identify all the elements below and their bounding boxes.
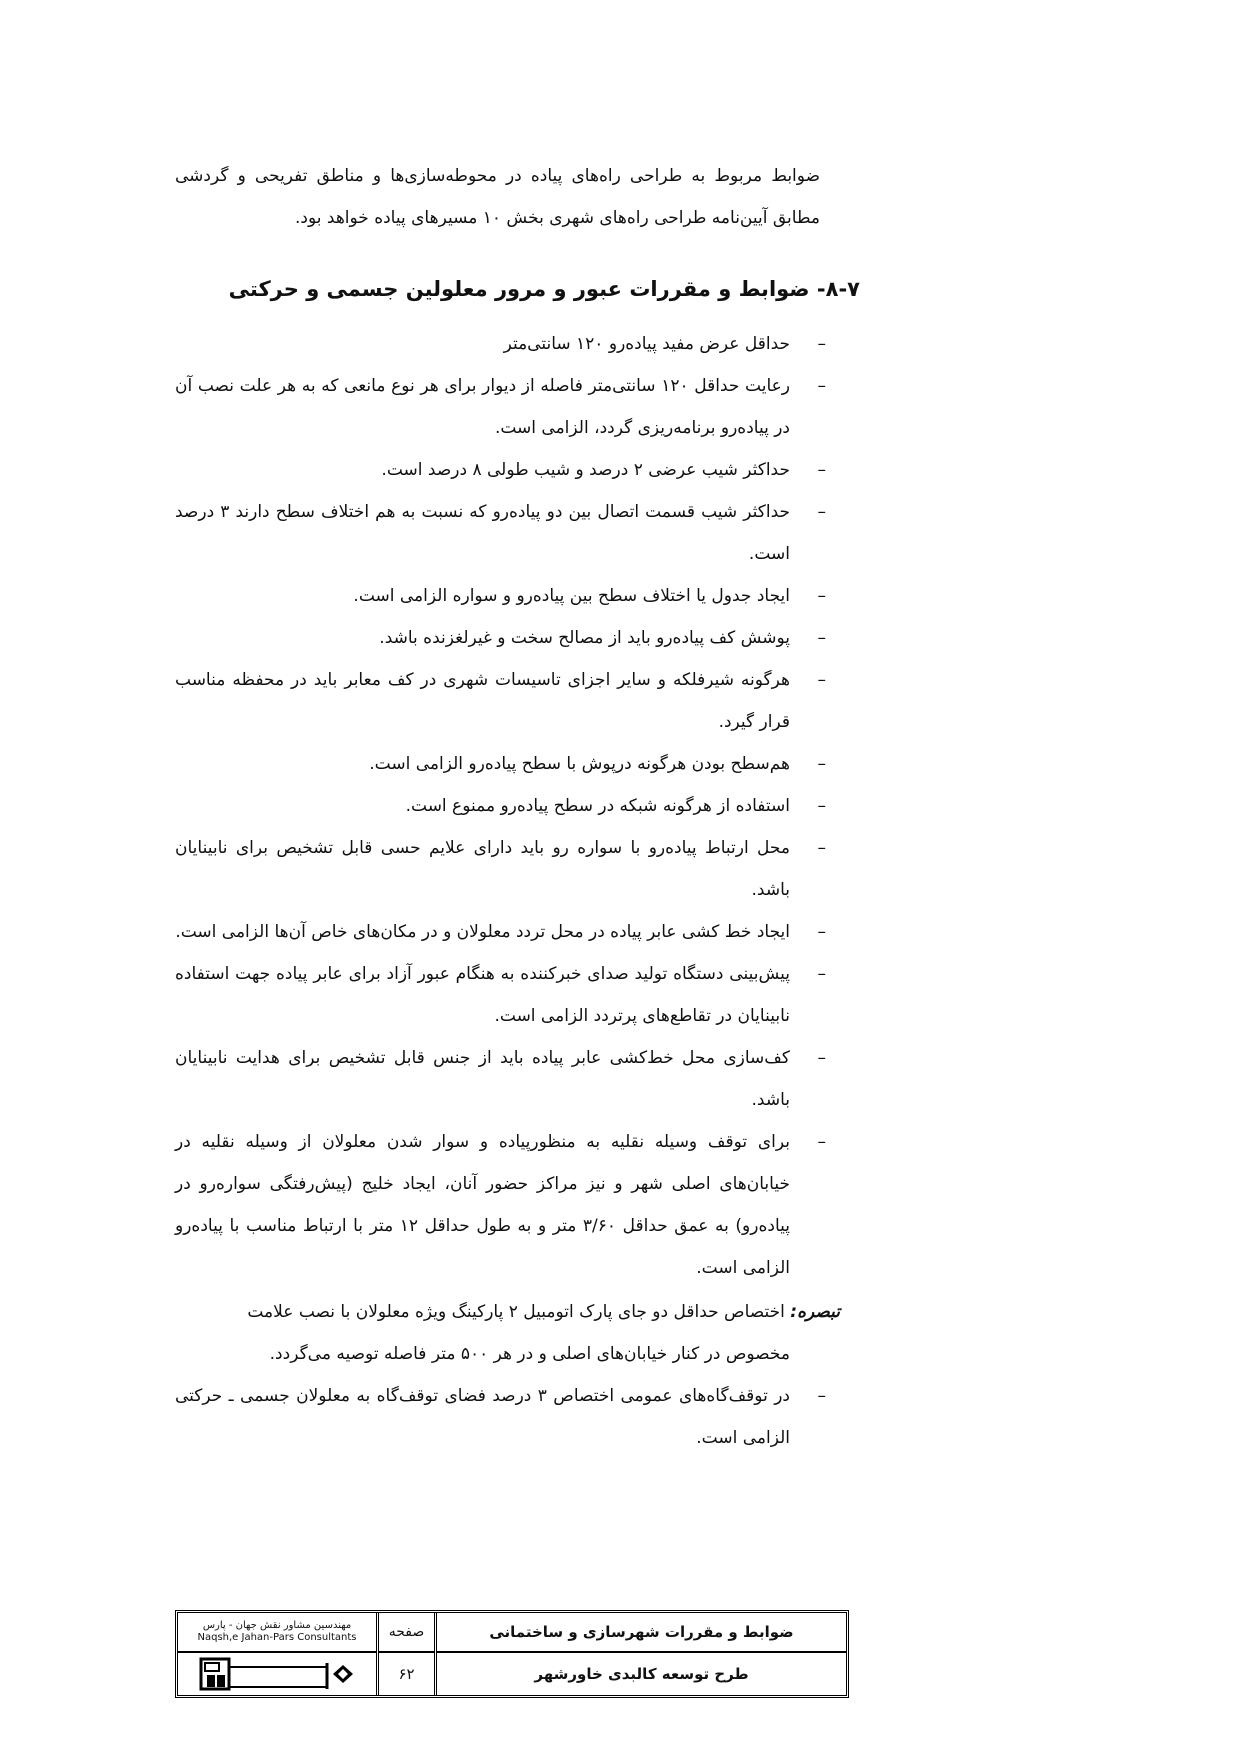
note-text: اختصاص حداقل دو جای پارک اتومبیل ۲ پارکینگ ویژه معلولان با نصب علامت (247, 1302, 785, 1322)
dash: – (817, 754, 826, 774)
list-item (175, 953, 840, 1037)
list-item (175, 1375, 840, 1459)
dash: – (817, 586, 826, 606)
list-item (175, 449, 840, 491)
item-text: رعایت حداقل ۱۲۰ سانتی‌متر فاصله از دیوار برای هر نوع مانعی که به هر علت نصب آن در پیاده‌رو برنامه‌ریزی گردد، الزامی است. (175, 376, 790, 438)
dash: – (817, 628, 826, 648)
note-continuation: مخصوص در کنار خیابان‌های اصلی و در هر ۵۰۰ متر فاصله توصیه می‌گردد. (269, 1344, 790, 1364)
item-text: حداقل عرض مفید پیاده‌رو ۱۲۰ سانتی‌متر (503, 334, 790, 354)
item-text: کف‌سازی محل خط‌کشی عابر پیاده باید از جنس قابل تشخیص برای هدایت نابینایان باشد. (175, 1048, 790, 1110)
list-item (175, 1121, 840, 1289)
item-text: برای توقف وسیله نقلیه به منظورپیاده و سوار شدن معلولان از وسیله نقلیه در خیابان‌های اصلی شهر و نیز مراکز حضور آنان، ایجاد خلیج (پیش‌رفتگی سواره‌رو در پیاده‌رو) به عمق حداقل ۳/۶۰ متر و به طول حداقل ۱۲ متر با ارتباط مناسب با پیاده‌رو الزامی است. (175, 1132, 790, 1278)
consultant-logo (178, 1653, 376, 1695)
dash: – (817, 460, 826, 480)
list-item (175, 743, 840, 785)
body-text (175, 155, 860, 1459)
list-item (175, 827, 840, 911)
item-text: در توقف‌گاه‌های عمومی اختصاص ۳ درصد فضای توقف‌گاه به معلولان جسمی ـ حرکتی الزامی است. (175, 1386, 790, 1448)
dash: – (817, 502, 826, 522)
list-item (175, 1037, 840, 1121)
item-text: حداکثر شیب عرضی ۲ درصد و شیب طولی ۸ درصد است. (381, 460, 790, 480)
dash: – (817, 922, 826, 942)
intro-paragraph: ضوابط مربوط به طراحی راه‌های پیاده در محوطه‌سازی‌ها و مناطق تفریحی و گردشی مطابق آیین‌نامه طراحی راه‌های شهری بخش ۱۰ مسیرهای پیاده خواهد بود. (175, 166, 820, 228)
dash: – (817, 1386, 826, 1406)
project-title: طرح توسعه کالبدی خاورشهر (534, 1665, 749, 1683)
list-item (175, 659, 840, 743)
item-text: پوشش کف پیاده‌رو باید از مصالح سخت و غیرلغزنده باشد. (379, 628, 790, 648)
consultant-en: Naqsh,e Jahan-Pars Consultants (197, 1632, 357, 1643)
item-text: هم‌سطح بودن هرگونه درپوش با سطح پیاده‌رو الزامی است. (369, 754, 790, 774)
bullet-list (175, 323, 840, 1289)
list-item (175, 575, 840, 617)
list-item (175, 785, 840, 827)
section-heading: ۸-۷- ضوابط و مقررات عبور و مرور معلولین جسمی و حرکتی (228, 277, 860, 301)
consultant-name (178, 1613, 376, 1653)
footer-table (175, 1610, 849, 1698)
item-text: ایجاد جدول یا اختلاف سطح بین پیاده‌رو و سواره الزامی است. (353, 586, 790, 606)
dash: – (817, 334, 826, 354)
dash: – (817, 1048, 826, 1068)
item-text: محل ارتباط پیاده‌رو با سواره رو باید دارای علایم حسی قابل تشخیص برای نابینایان باشد. (175, 838, 790, 900)
item-text: هرگونه شیرفلکه و سایر اجزای تاسیسات شهری در کف معابر باید در محفظه مناسب قرار گیرد. (175, 670, 790, 732)
page-number: ۶۲ (398, 1665, 415, 1683)
item-text: استفاده از هرگونه شبکه در سطح پیاده‌رو ممنوع است. (405, 796, 790, 816)
dash: – (817, 796, 826, 816)
dash: – (817, 670, 826, 690)
note (175, 1291, 840, 1375)
dash: – (817, 376, 826, 396)
list-item (175, 365, 840, 449)
list-item (175, 491, 840, 575)
consultant-fa: مهندسین مشاور نقش جهان - پارس (202, 1620, 352, 1631)
list-item (175, 911, 840, 953)
item-text: حداکثر شیب قسمت اتصال بین دو پیاده‌رو که نسبت به هم اختلاف سطح دارند ۳ درصد است. (175, 502, 790, 564)
page-label: صفحه (379, 1613, 434, 1653)
item-text: ایجاد خط کشی عابر پیاده در محل تردد معلولان و در مکان‌های خاص آن‌ها الزامی است. (175, 922, 790, 942)
dash: – (817, 964, 826, 984)
list-item (175, 323, 840, 365)
item-text: پیش‌بینی دستگاه تولید صدای خبرکننده به هنگام عبور آزاد برای عابر پیاده جهت استفاده نابینایان در تقاطع‌های پرتردد الزامی است. (175, 964, 790, 1026)
dash: – (817, 838, 826, 858)
note-label: تبصره: (790, 1302, 840, 1322)
document-title: ضوابط و مقررات شهرسازی و ساختمانی (437, 1613, 846, 1653)
list-item (175, 617, 840, 659)
dash: – (817, 1132, 826, 1152)
